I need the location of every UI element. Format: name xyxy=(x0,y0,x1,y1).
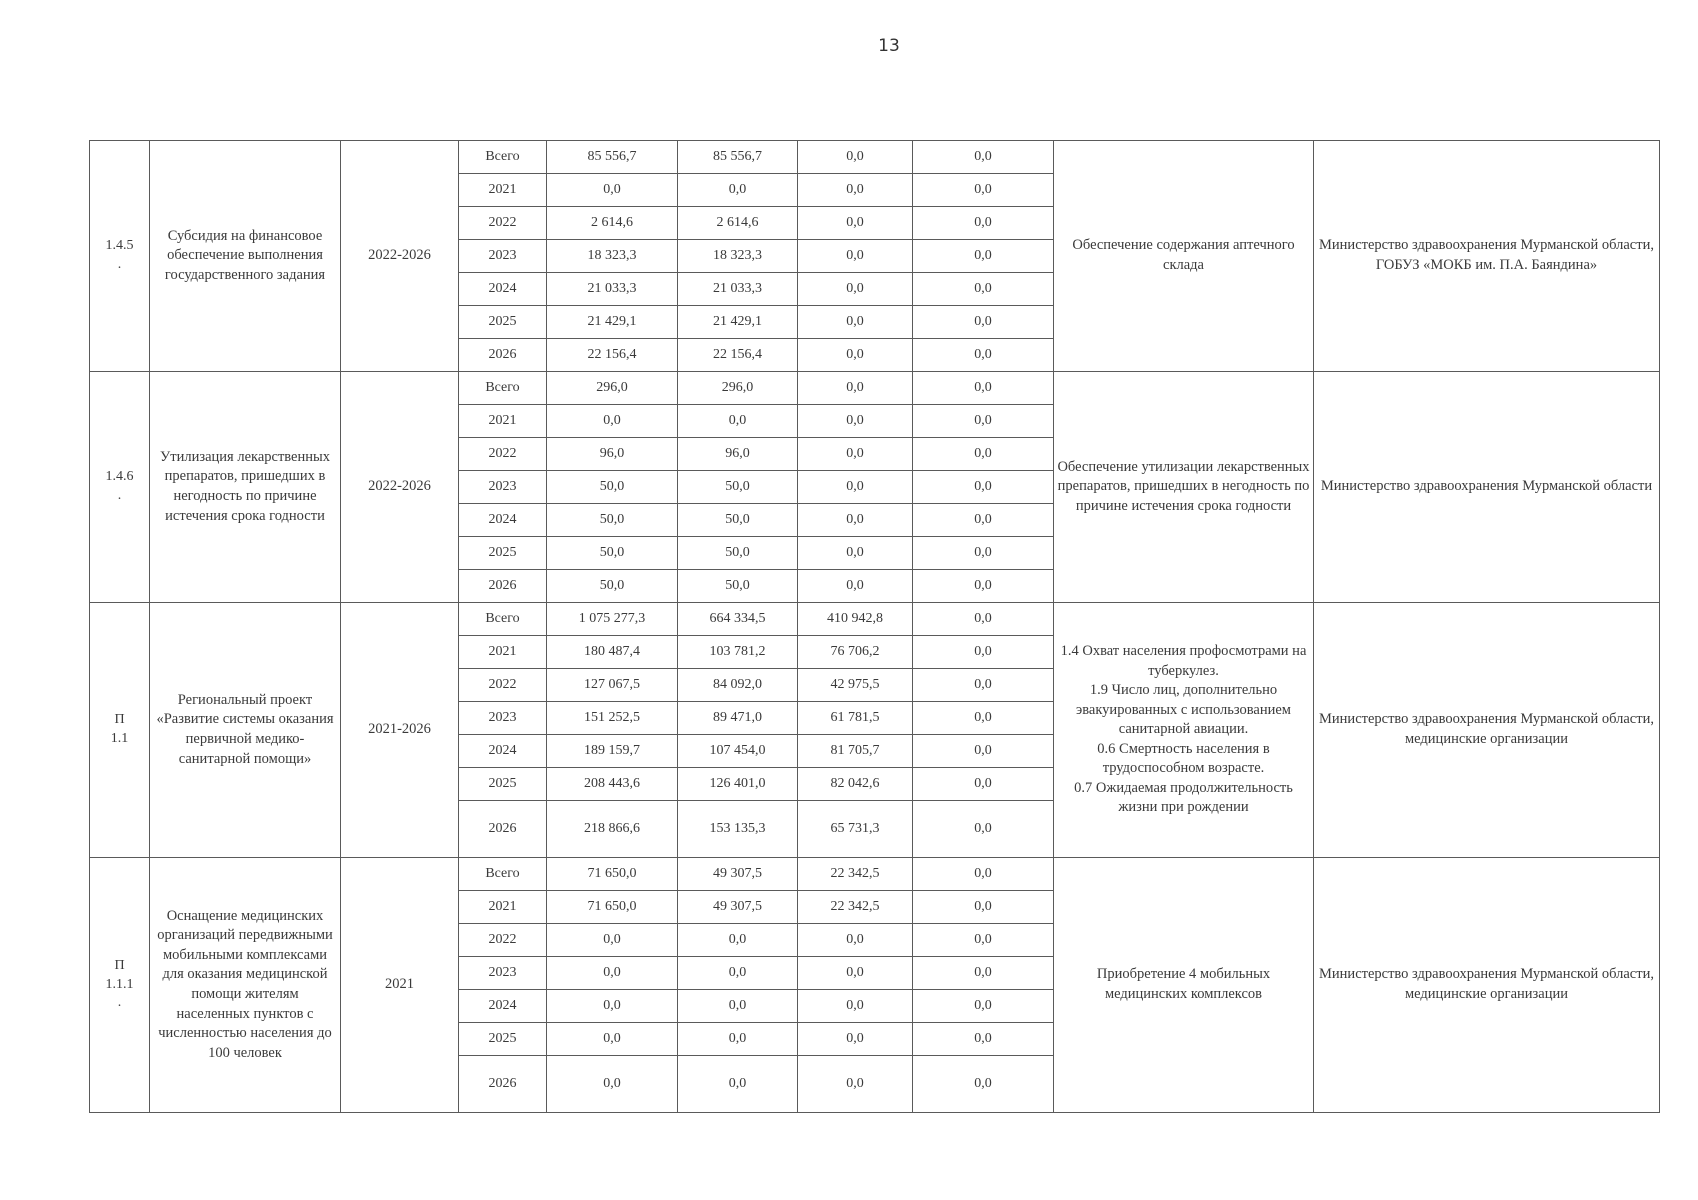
total-funding-cell: 50,0 xyxy=(547,504,678,537)
total-funding-cell: 50,0 xyxy=(547,471,678,504)
regional-budget-cell: 22 156,4 xyxy=(678,339,798,372)
regional-budget-cell: 0,0 xyxy=(678,924,798,957)
regional-budget-cell: 50,0 xyxy=(678,537,798,570)
activity-result: Обеспечение содержания аптечного склада xyxy=(1054,141,1314,372)
other-sources-cell: 0,0 xyxy=(913,735,1054,768)
table-body xyxy=(90,141,1660,1113)
regional-budget-cell: 49 307,5 xyxy=(678,891,798,924)
regional-budget-cell: 50,0 xyxy=(678,504,798,537)
other-sources-cell: 0,0 xyxy=(913,768,1054,801)
other-sources-cell: 0,0 xyxy=(913,306,1054,339)
other-sources-cell: 0,0 xyxy=(913,405,1054,438)
year-cell: 2021 xyxy=(459,891,547,924)
other-sources-cell: 0,0 xyxy=(913,537,1054,570)
total-funding-cell: 189 159,7 xyxy=(547,735,678,768)
regional-budget-cell: 126 401,0 xyxy=(678,768,798,801)
page-number: 13 xyxy=(878,36,900,56)
federal-budget-cell: 0,0 xyxy=(798,405,913,438)
other-sources-cell: 0,0 xyxy=(913,957,1054,990)
year-cell: 2023 xyxy=(459,471,547,504)
total-funding-cell: 2 614,6 xyxy=(547,207,678,240)
activity-executor: Министерство здравоохранения Мурманской области, медицинские организации xyxy=(1314,858,1660,1113)
total-funding-cell: 0,0 xyxy=(547,924,678,957)
regional-budget-cell: 107 454,0 xyxy=(678,735,798,768)
federal-budget-cell: 0,0 xyxy=(798,207,913,240)
federal-budget-cell: 65 731,3 xyxy=(798,801,913,858)
activity-executor: Министерство здравоохранения Мурманской области, медицинские организации xyxy=(1314,603,1660,858)
year-cell: 2023 xyxy=(459,240,547,273)
federal-budget-cell: 42 975,5 xyxy=(798,669,913,702)
total-funding-cell: 208 443,6 xyxy=(547,768,678,801)
year-cell: 2025 xyxy=(459,306,547,339)
total-funding-cell: 85 556,7 xyxy=(547,141,678,174)
activity-period: 2021-2026 xyxy=(341,603,459,858)
federal-budget-cell: 0,0 xyxy=(798,372,913,405)
year-cell: 2025 xyxy=(459,1023,547,1056)
total-funding-cell: 21 429,1 xyxy=(547,306,678,339)
other-sources-cell: 0,0 xyxy=(913,339,1054,372)
year-cell: 2021 xyxy=(459,174,547,207)
year-cell: 2025 xyxy=(459,768,547,801)
other-sources-cell: 0,0 xyxy=(913,636,1054,669)
total-funding-cell: 180 487,4 xyxy=(547,636,678,669)
federal-budget-cell: 76 706,2 xyxy=(798,636,913,669)
table-row xyxy=(90,141,1660,174)
year-cell: 2021 xyxy=(459,636,547,669)
federal-budget-cell: 0,0 xyxy=(798,570,913,603)
federal-budget-cell: 82 042,6 xyxy=(798,768,913,801)
other-sources-cell: 0,0 xyxy=(913,891,1054,924)
federal-budget-cell: 410 942,8 xyxy=(798,603,913,636)
total-funding-cell: 71 650,0 xyxy=(547,891,678,924)
year-cell: Всего xyxy=(459,603,547,636)
other-sources-cell: 0,0 xyxy=(913,702,1054,735)
year-cell: Всего xyxy=(459,141,547,174)
regional-budget-cell: 0,0 xyxy=(678,1056,798,1113)
total-funding-cell: 0,0 xyxy=(547,1023,678,1056)
total-funding-cell: 1 075 277,3 xyxy=(547,603,678,636)
total-funding-cell: 127 067,5 xyxy=(547,669,678,702)
federal-budget-cell: 0,0 xyxy=(798,339,913,372)
activity-result: 1.4 Охват населения профосмотрами на туберкулез. 1.9 Число лиц, дополнительно эвакуированных с использованием санитарной авиации. 0.6 Смертность населения в трудоспособном возрасте. 0.7 Ожидаемая продолжительность жизни при рождении xyxy=(1054,603,1314,858)
activity-name: Утилизация лекарственных препаратов, пришедших в негодность по причине истечения срока годности xyxy=(150,372,341,603)
total-funding-cell: 18 323,3 xyxy=(547,240,678,273)
other-sources-cell: 0,0 xyxy=(913,240,1054,273)
activity-code: 1.4.5 . xyxy=(90,141,150,372)
other-sources-cell: 0,0 xyxy=(913,174,1054,207)
other-sources-cell: 0,0 xyxy=(913,924,1054,957)
activity-period: 2021 xyxy=(341,858,459,1113)
other-sources-cell: 0,0 xyxy=(913,669,1054,702)
regional-budget-cell: 0,0 xyxy=(678,957,798,990)
other-sources-cell: 0,0 xyxy=(913,504,1054,537)
year-cell: 2024 xyxy=(459,990,547,1023)
total-funding-cell: 22 156,4 xyxy=(547,339,678,372)
year-cell: 2026 xyxy=(459,1056,547,1113)
other-sources-cell: 0,0 xyxy=(913,372,1054,405)
year-cell: Всего xyxy=(459,372,547,405)
regional-budget-cell: 2 614,6 xyxy=(678,207,798,240)
activity-executor: Министерство здравоохранения Мурманской области xyxy=(1314,372,1660,603)
table-row xyxy=(90,858,1660,891)
regional-budget-cell: 49 307,5 xyxy=(678,858,798,891)
regional-budget-cell: 296,0 xyxy=(678,372,798,405)
total-funding-cell: 71 650,0 xyxy=(547,858,678,891)
other-sources-cell: 0,0 xyxy=(913,1023,1054,1056)
federal-budget-cell: 0,0 xyxy=(798,537,913,570)
year-cell: 2024 xyxy=(459,504,547,537)
federal-budget-cell: 0,0 xyxy=(798,273,913,306)
year-cell: 2022 xyxy=(459,924,547,957)
total-funding-cell: 0,0 xyxy=(547,174,678,207)
year-cell: 2024 xyxy=(459,273,547,306)
total-funding-cell: 96,0 xyxy=(547,438,678,471)
activity-executor: Министерство здравоохранения Мурманской области, ГОБУЗ «МОКБ им. П.А. Баяндина» xyxy=(1314,141,1660,372)
regional-budget-cell: 85 556,7 xyxy=(678,141,798,174)
regional-budget-cell: 84 092,0 xyxy=(678,669,798,702)
activity-name: Оснащение медицинских организаций передвижными мобильными комплексами для оказания медицинской помощи жителям населенных пунктов с численностью населения до 100 человек xyxy=(150,858,341,1113)
regional-budget-cell: 21 429,1 xyxy=(678,306,798,339)
other-sources-cell: 0,0 xyxy=(913,990,1054,1023)
federal-budget-cell: 0,0 xyxy=(798,438,913,471)
regional-budget-cell: 21 033,3 xyxy=(678,273,798,306)
year-cell: 2022 xyxy=(459,669,547,702)
activity-code: П 1.1.1 . xyxy=(90,858,150,1113)
other-sources-cell: 0,0 xyxy=(913,438,1054,471)
federal-budget-cell: 0,0 xyxy=(798,174,913,207)
federal-budget-cell: 22 342,5 xyxy=(798,858,913,891)
other-sources-cell: 0,0 xyxy=(913,207,1054,240)
federal-budget-cell: 0,0 xyxy=(798,924,913,957)
total-funding-cell: 0,0 xyxy=(547,405,678,438)
activity-result: Приобретение 4 мобильных медицинских комплексов xyxy=(1054,858,1314,1113)
year-cell: 2023 xyxy=(459,702,547,735)
year-cell: 2021 xyxy=(459,405,547,438)
federal-budget-cell: 0,0 xyxy=(798,306,913,339)
regional-budget-cell: 50,0 xyxy=(678,570,798,603)
federal-budget-cell: 61 781,5 xyxy=(798,702,913,735)
year-cell: 2026 xyxy=(459,801,547,858)
total-funding-cell: 218 866,6 xyxy=(547,801,678,858)
activity-period: 2022-2026 xyxy=(341,141,459,372)
year-cell: 2026 xyxy=(459,570,547,603)
other-sources-cell: 0,0 xyxy=(913,141,1054,174)
activity-code: П 1.1 xyxy=(90,603,150,858)
federal-budget-cell: 0,0 xyxy=(798,240,913,273)
regional-budget-cell: 153 135,3 xyxy=(678,801,798,858)
activity-period: 2022-2026 xyxy=(341,372,459,603)
regional-budget-cell: 50,0 xyxy=(678,471,798,504)
activity-result: Обеспечение утилизации лекарственных препаратов, пришедших в негодность по причине истечения срока годности xyxy=(1054,372,1314,603)
other-sources-cell: 0,0 xyxy=(913,858,1054,891)
activity-name: Субсидия на финансовое обеспечение выполнения государственного задания xyxy=(150,141,341,372)
year-cell: 2022 xyxy=(459,438,547,471)
federal-budget-cell: 0,0 xyxy=(798,141,913,174)
activity-name: Региональный проект «Развитие системы оказания первичной медико-санитарной помощи» xyxy=(150,603,341,858)
year-cell: 2024 xyxy=(459,735,547,768)
federal-budget-cell: 81 705,7 xyxy=(798,735,913,768)
total-funding-cell: 151 252,5 xyxy=(547,702,678,735)
total-funding-cell: 21 033,3 xyxy=(547,273,678,306)
regional-budget-cell: 0,0 xyxy=(678,990,798,1023)
federal-budget-cell: 0,0 xyxy=(798,990,913,1023)
regional-budget-cell: 0,0 xyxy=(678,1023,798,1056)
federal-budget-cell: 0,0 xyxy=(798,471,913,504)
regional-budget-cell: 103 781,2 xyxy=(678,636,798,669)
year-cell: 2022 xyxy=(459,207,547,240)
year-cell: 2025 xyxy=(459,537,547,570)
other-sources-cell: 0,0 xyxy=(913,570,1054,603)
regional-budget-cell: 664 334,5 xyxy=(678,603,798,636)
program-activities-table xyxy=(89,140,1660,1113)
total-funding-cell: 296,0 xyxy=(547,372,678,405)
other-sources-cell: 0,0 xyxy=(913,471,1054,504)
other-sources-cell: 0,0 xyxy=(913,801,1054,858)
table-row xyxy=(90,372,1660,405)
regional-budget-cell: 18 323,3 xyxy=(678,240,798,273)
federal-budget-cell: 0,0 xyxy=(798,957,913,990)
federal-budget-cell: 0,0 xyxy=(798,1056,913,1113)
total-funding-cell: 50,0 xyxy=(547,570,678,603)
federal-budget-cell: 0,0 xyxy=(798,1023,913,1056)
total-funding-cell: 0,0 xyxy=(547,957,678,990)
year-cell: 2026 xyxy=(459,339,547,372)
total-funding-cell: 0,0 xyxy=(547,990,678,1023)
total-funding-cell: 50,0 xyxy=(547,537,678,570)
regional-budget-cell: 89 471,0 xyxy=(678,702,798,735)
year-cell: Всего xyxy=(459,858,547,891)
regional-budget-cell: 96,0 xyxy=(678,438,798,471)
total-funding-cell: 0,0 xyxy=(547,1056,678,1113)
regional-budget-cell: 0,0 xyxy=(678,405,798,438)
regional-budget-cell: 0,0 xyxy=(678,174,798,207)
other-sources-cell: 0,0 xyxy=(913,273,1054,306)
activity-code: 1.4.6 . xyxy=(90,372,150,603)
federal-budget-cell: 0,0 xyxy=(798,504,913,537)
other-sources-cell: 0,0 xyxy=(913,1056,1054,1113)
other-sources-cell: 0,0 xyxy=(913,603,1054,636)
table-row xyxy=(90,603,1660,636)
federal-budget-cell: 22 342,5 xyxy=(798,891,913,924)
year-cell: 2023 xyxy=(459,957,547,990)
